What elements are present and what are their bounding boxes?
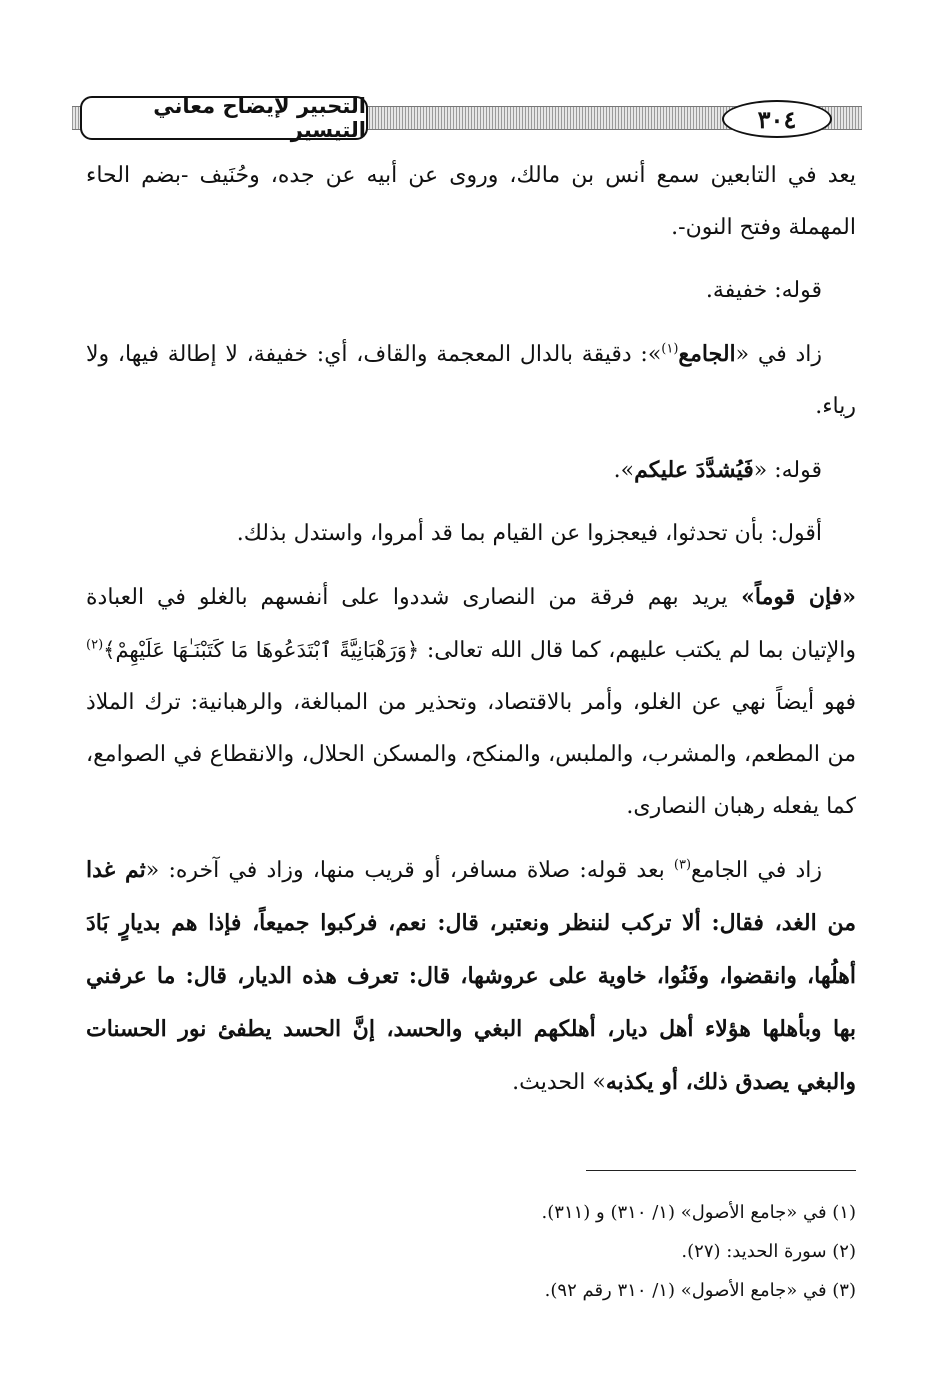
text-run: »: دقيقة بالدال المعجمة والقاف، أي: خفيفة، لا إطالة فيها، ولا رياء.: [86, 342, 856, 419]
text-run: قوله: «: [753, 458, 822, 483]
paragraph: [86, 265, 856, 317]
text-run: زاد في «: [735, 342, 822, 367]
book-title: التحبير لإيضاح معاني التيسير: [153, 94, 366, 142]
footnote-ref: (٣): [673, 857, 692, 873]
text-run: زاد في الجامع: [691, 858, 823, 883]
paragraph: [86, 150, 856, 254]
page-number-box: [722, 100, 832, 138]
footnote-separator: [586, 1170, 856, 1171]
paragraph: [86, 508, 856, 560]
text-run: فهو أيضاً نهي عن الغلو، وأمر بالاقتصاد، وتحذير من المبالغة، والرهبانية: ترك الملاذ من المطعم، والمشرب، والملبس، والمنكح، والمسكن الحلال، والانقطاع في الصوامع، كما يفعله رهبان النصارى.: [86, 690, 856, 819]
footnote-ref: (١): [661, 341, 679, 357]
footnote: (١) في «جامع الأصول» (١/ ٣١٠) و (٣١١).: [541, 1202, 856, 1223]
text-run: » الحديث.: [512, 1070, 606, 1095]
main-text: [86, 150, 856, 1120]
paragraph: [86, 844, 856, 1109]
footnote: (٣) في «جامع الأصول» (١/ ٣١٠ رقم ٩٢).: [544, 1280, 856, 1301]
paragraph-text: يعد في التابعين سمع أنس بن مالك، وروى عن أبيه عن جده، وحُنَيف -بضم الحاء المهملة وفتح النون-.: [86, 163, 856, 240]
bold-text: «فإن قوماً»: [727, 584, 856, 610]
paragraph: [86, 328, 856, 433]
text-run: ».: [613, 458, 635, 483]
footnotes: [86, 1200, 856, 1317]
text-run: يريد بهم فرقة من النصارى شددوا على أنفسهم بالغلو في العبادة والإتيان بما لم يكتب عليهم، كما قال الله تعالى:: [86, 585, 856, 663]
running-header: [72, 96, 862, 142]
quran-verse: ﴿وَرَهْبَانِيَّةً ٱبْتَدَعُوهَا مَا كَتَبْنَـٰهَا عَلَيْهِمْ﴾: [103, 638, 420, 662]
paragraph-text: قوله: خفيفة.: [705, 278, 822, 303]
book-title-box: [80, 96, 368, 140]
page-number: ٣٠٤: [757, 104, 797, 134]
footnote-ref: (٢): [86, 637, 104, 653]
bold-text: الجامع: [678, 341, 736, 367]
paragraph-text: أقول: بأن تحدثوا، فيعجزوا عن القيام بما قد أمروا، واستدل بذلك.: [236, 521, 822, 546]
text-run: بعد قوله: صلاة مسافر، أو قريب منها، وزاد في آخره: «: [145, 858, 674, 883]
paragraph: [86, 571, 856, 833]
footnote: (٢) سورة الحديد: (٢٧).: [681, 1241, 856, 1262]
paragraph: [86, 444, 856, 497]
bold-text: ثم غدا من الغد، فقال: ألا تركب لننظر ونعتبر، قال: نعم، فركبوا جميعاً، فإذا هم بديارٍ بَادَ أهلُها، وانقضوا، وفَنُوا، خاوية على عروشها، قال: تعرف هذه الديار، قال: ما عرفني بها وبأهلها هؤلاء أهل ديار، أهلكهم البغي والحسد، إنَّ الحسد يطفئ نور الحسنات والبغي يصدق ذلك، أو يكذبه: [86, 857, 856, 1095]
bold-text: فَيُشدَّدَ عليكم: [634, 457, 754, 483]
